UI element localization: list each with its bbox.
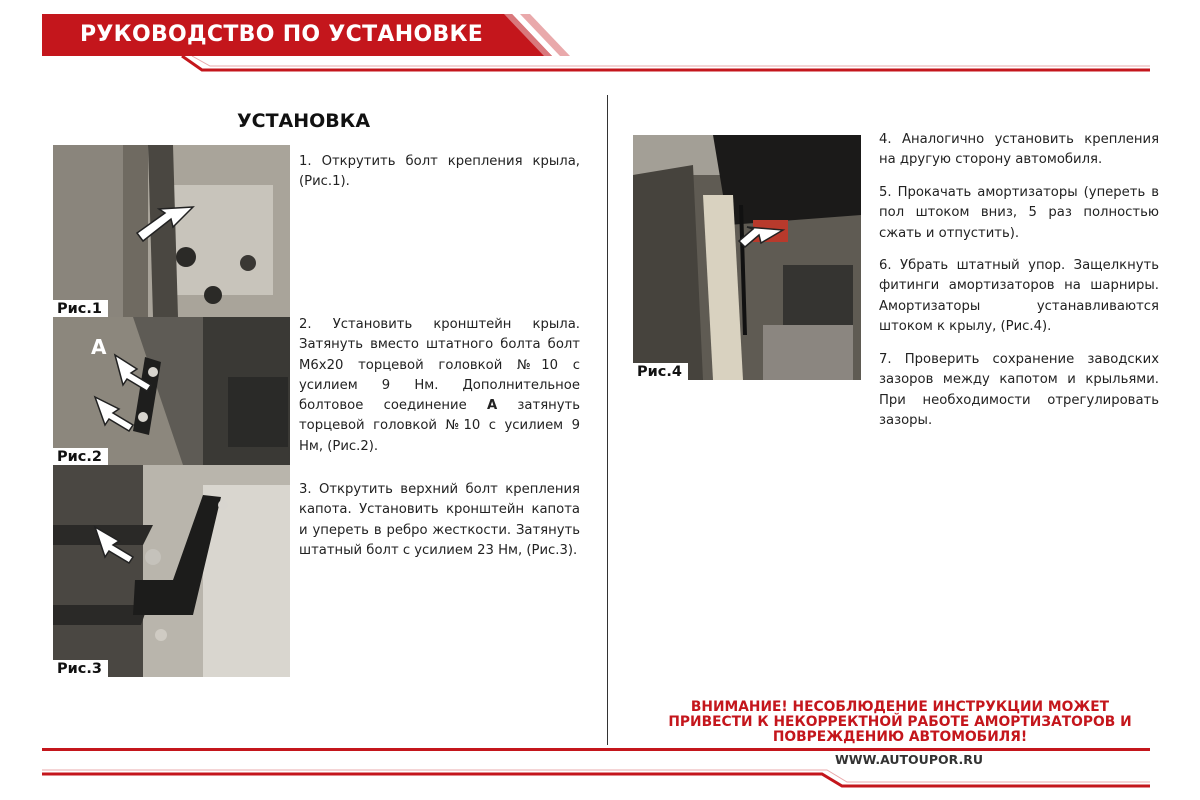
figure-3-caption: Рис.3 [53,660,108,677]
step-7-text: 7. Проверить сохранение заводских зазоров между капотом и крыльями. При необходимости отрегулировать зазоры. [879,352,1159,428]
footer-band [42,768,1150,790]
step-2-text: 2. Установить кронштейн крыла. Затянуть вместо штатного болта болт М6х20 торцевой головкой №10 с усилием 9 Нм. Дополнительное болтовое соединение А затянуть торцевой головкой №10 с усилием 9 Нм, (Рис.2). [299,317,581,454]
figure-1-photo [53,145,290,317]
section-title: УСТАНОВКА [237,110,371,132]
figure-2-photo [53,317,290,465]
header-title: РУКОВОДСТВО ПО УСТАНОВКЕ [80,22,484,47]
step-5-text: 5. Прокачать амортизаторы (упереть в пол штоком вниз, 5 раз полностью сжать и отпустить). [879,185,1159,241]
header-underline [42,56,1152,74]
step-3-text: 3. Открутить верхний болт крепления капота. Установить кронштейн капота и упереть в ребро жесткости. Затянуть штатный болт с усилием 23 Нм, (Рис.3). [299,482,580,558]
figure-4-caption: Рис.4 [633,363,688,380]
footer-rule [42,748,1150,751]
warning-text: ВНИМАНИЕ! НЕСОБЛЮДЕНИЕ ИНСТРУКЦИИ МОЖЕТ ПРИВЕСТИ К НЕКОРРЕКТНОЙ РАБОТЕ АМОРТИЗАТОРОВ И ПОВРЕЖДЕНИЮ АВТОМОБИЛЯ! [668,699,1132,745]
column-divider [607,95,608,745]
footer-url: WWW.AUTOUPOR.RU [835,752,984,767]
step-6-text: 6. Убрать штатный упор. Защелкнуть фитинги амортизаторов на шарниры. Амортизаторы устанавливаются штоком к крылу, (Рис.4). [879,258,1159,334]
step-1-text: 1. Открутить болт крепления крыла, (Рис.1). [299,154,580,190]
step-4-text: 4. Аналогично установить крепления на другую сторону автомобиля. [879,132,1159,168]
step-2-bold-marker: А [486,398,498,414]
figure-3-photo [53,465,290,677]
figure-2-marker-label: A [91,335,107,359]
figure-2-caption: Рис.2 [53,448,108,465]
figure-4-photo [633,135,861,380]
figure-1-caption: Рис.1 [53,300,108,317]
